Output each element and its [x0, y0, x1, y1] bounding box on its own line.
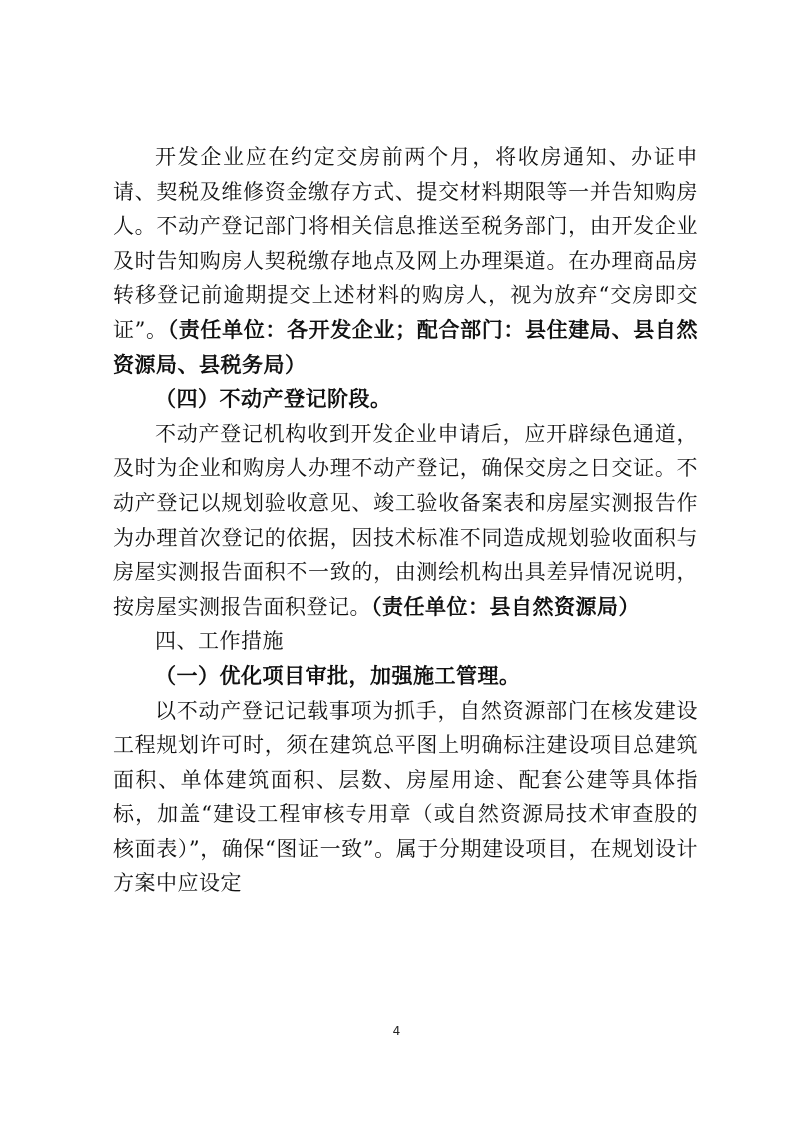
subsection-heading-optimize-approval: （一）优化项目审批，加强施工管理。	[155, 662, 521, 688]
responsibility-note-developers: （责任单位：各开发企业；配合部门：县住建局、县自然资源局、县税务局）	[113, 316, 698, 377]
paragraph-registration-text: 不动产登记机构收到开发企业申请后，应开辟绿色通道，及时为企业和购房人办理不动产登记，确保交房之日交证。不动产登记以规划验收意见、竣工验收备案表和房屋实测报告作为办理首次登记的依据，因技术标准不同造成规划验收面积与房屋实测报告面积不一致的，由测绘机构出具差异情况说明，按房屋实测报告面积登记。	[113, 421, 698, 619]
paragraph-delivery-notice	[113, 140, 698, 382]
paragraph-planning-permit-text: 以不动产登记记载事项为抓手，自然资源部门在核发建设工程规划许可时，须在建筑总平图上明确标注建设项目总建筑面积、单体建筑面积、层数、房屋用途、配套公建等具体指标，加盖“建设工程审核专用章（或自然资源局技术审查股的核面表）”，确保“图证一致”。属于分期建设项目，在规划设计方案中应设定	[113, 698, 698, 896]
responsibility-note-natural-resources: （责任单位：县自然资源局）	[371, 593, 640, 619]
paragraph-planning-permit	[113, 694, 698, 902]
section-heading-work-measures: 四、工作措施	[155, 629, 284, 654]
page-number: 4	[392, 1024, 401, 1038]
page-body	[113, 140, 698, 901]
paragraph-registration	[113, 417, 698, 625]
section-heading-registration-stage: （四）不动产登记阶段。	[155, 386, 392, 412]
paragraph-delivery-notice-text: 开发企业应在约定交房前两个月，将收房通知、办证申请、契税及维修资金缴存方式、提交材料期限等一并告知购房人。不动产登记部门将相关信息推送至税务部门，由开发企业及时告知购房人契税缴存地点及网上办理渠道。在办理商品房转移登记前逾期提交上述材料的购房人，视为放弃“交房即交证”。	[113, 145, 698, 342]
